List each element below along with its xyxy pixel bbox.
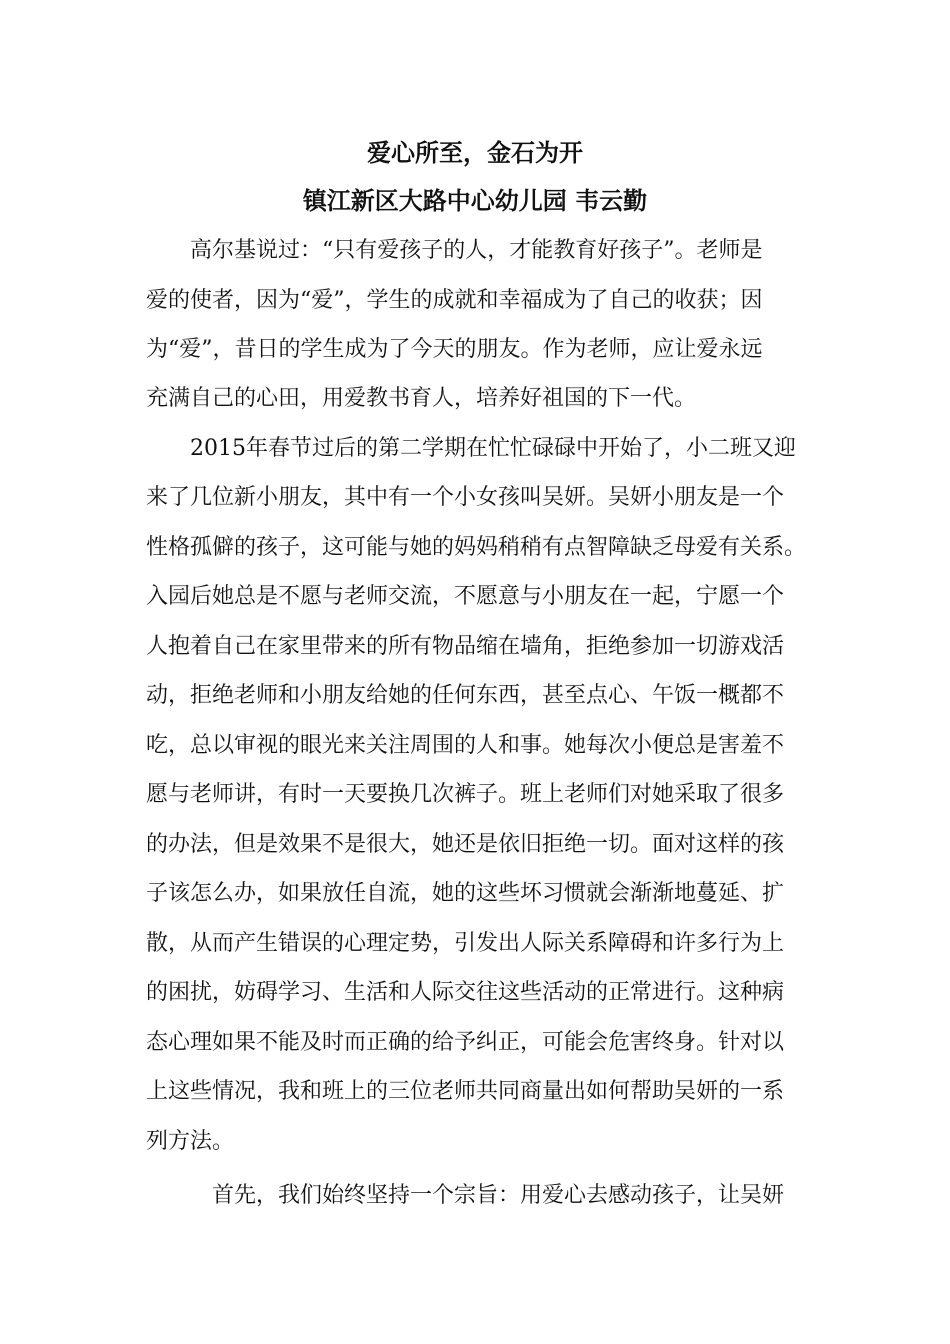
paragraph-line: 高尔基说过：“只有爱孩子的人，才能教育好孩子”。老师是 — [190, 238, 763, 263]
paragraph-line: 人抱着自己在家里带来的所有物品缩在墙角，拒绝参加一切游戏活 — [146, 634, 785, 659]
paragraph-line: 散，从而产生错误的心理定势，引发出人际关系障碍和许多行为上 — [146, 931, 785, 956]
paragraph-line: 性格孤僻的孩子，这可能与她的妈妈稍稍有点智障缺乏母爱有关系。 — [146, 535, 807, 560]
paragraph-line: 入园后她总是不愿与老师交流，不愿意与小朋友在一起，宁愿一个 — [146, 584, 785, 609]
paragraph-line: 爱的使者，因为“爱”，学生的成就和幸福成为了自己的收获；因 — [146, 288, 763, 313]
document-subtitle: 镇江新区大路中心幼儿园 韦云勤 — [302, 186, 648, 215]
paragraph-line: 列方法。 — [146, 1129, 235, 1154]
paragraph-line: 为“爱”，昔日的学生成为了今天的朋友。作为老师，应让爱永远 — [146, 337, 763, 362]
paragraph-line: 的办法，但是效果不是很大，她还是依旧拒绝一切。面对这样的孩 — [146, 832, 785, 857]
paragraph-line: 的困扰，妨碍学习、生活和人际交往这些活动的正常进行。这种病 — [146, 980, 785, 1005]
paragraph-line: 动，拒绝老师和小朋友给她的任何东西，甚至点心、午饭一概都不 — [146, 683, 785, 708]
paragraph-line: 上这些情况，我和班上的三位老师共同商量出如何帮助吴妍的一系 — [146, 1079, 785, 1104]
paragraph-line: 2015年春节过后的第二学期在忙忙碌碌中开始了，小二班又迎 — [190, 436, 796, 461]
paragraph-line: 首先，我们始终坚持一个宗旨：用爱心去感动孩子，让吴妍 — [212, 1183, 785, 1208]
paragraph-line: 愿与老师讲，有时一天要换几次裤子。班上老师们对她采取了很多 — [146, 782, 785, 807]
document-title: 爱心所至，金石为开 — [367, 138, 583, 167]
paragraph-line: 子该怎么办，如果放任自流，她的这些坏习惯就会渐渐地蔓延、扩 — [146, 881, 785, 906]
paragraph-line: 充满自己的心田，用爱教书育人，培养好祖国的下一代。 — [146, 386, 697, 411]
paragraph-line: 吃，总以审视的眼光来关注周围的人和事。她每次小便总是害羞不 — [146, 733, 785, 758]
paragraph-line: 来了几位新小朋友，其中有一个小女孩叫吴妍。吴妍小朋友是一个 — [146, 485, 785, 510]
paragraph-line: 态心理如果不能及时而正确的给予纠正，可能会危害终身。针对以 — [146, 1030, 785, 1055]
